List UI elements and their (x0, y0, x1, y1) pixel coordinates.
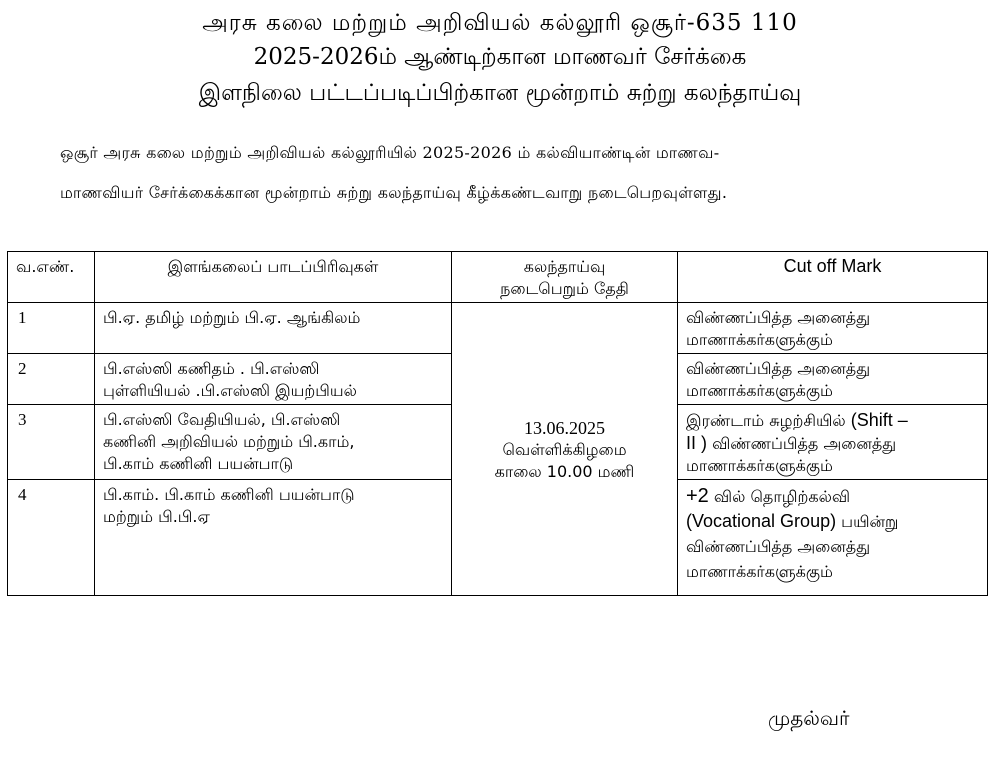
row-1-cutoff-line-1: விண்ணப்பித்த அனைத்து (686, 308, 871, 327)
college-title: அரசு கலை மற்றும் அறிவியல் கல்லூரி ஒசூர்-635 110 (202, 10, 798, 36)
counselling-schedule-table (7, 251, 988, 596)
row-2-course (95, 354, 452, 405)
row-2-cutoff-line-1: விண்ணப்பித்த அனைத்து (686, 359, 871, 378)
row-2-cutoff-line-2: மாணாக்கர்களுக்கும் (686, 381, 833, 400)
row-3-cutoff-shift-num: II ) (686, 433, 707, 453)
intro-line-2: மாணவியர் சேர்க்கைக்கான மூன்றாம் சுற்று கலந்தாய்வு கீழ்க்கண்டவாறு நடைபெறவுள்ளது. (60, 183, 728, 202)
row-3-cutoff (678, 405, 988, 480)
row-4-cutoff-text-b: வில் தொழிற்கல்வி (708, 487, 851, 506)
row-4-cutoff-line-4: மாணாக்கர்களுக்கும் (686, 562, 833, 581)
row-4-course-line-1: பி.காம். பி.காம் கணினி பயன்பாடு (103, 485, 355, 504)
row-1-sl: 1 (8, 303, 95, 354)
row-3-sl: 3 (8, 405, 95, 480)
row-4-sl: 4 (8, 480, 95, 596)
row-1-cutoff (678, 303, 988, 354)
row-3-cutoff-line-3: மாணாக்கர்களுக்கும் (686, 456, 833, 475)
row-4-cutoff-vocational: (Vocational Group) (686, 511, 837, 531)
date-day: வெள்ளிக்கிழமை (502, 440, 627, 459)
header-cutoff-label: Cut off Mark (783, 256, 882, 276)
row-2-sl: 2 (8, 354, 95, 405)
row-3-cutoff-line-2 (686, 432, 979, 455)
row-3-course-line-2: கணினி அறிவியல் மற்றும் பி.காம், (103, 432, 355, 451)
row-3-cutoff-text-d: விண்ணப்பித்த அனைத்து (707, 434, 897, 453)
row-4-course-line-2: மற்றும் பி.பி.ஏ (103, 507, 210, 526)
row-3-cutoff-line-1 (686, 409, 979, 432)
row-4-cutoff-line-3: விண்ணப்பித்த அனைத்து (686, 537, 871, 556)
principal-signature-label: முதல்வர் (768, 706, 850, 730)
date-time: காலை 10.00 மணி (494, 462, 635, 481)
row-4-course (95, 480, 452, 596)
header-date-line-2: நடைபெறும் தேதி (500, 279, 629, 298)
row-1-course-line: பி.ஏ. தமிழ் மற்றும் பி.ஏ. ஆங்கிலம் (103, 308, 361, 327)
table-header-row (8, 252, 988, 303)
row-3-course (95, 405, 452, 480)
row-4-cutoff-plus2: +2 (686, 485, 709, 507)
header-cutoff (678, 252, 988, 303)
row-2-course-line-2: புள்ளியியல் .பி.எஸ்ஸி இயற்பியல் (103, 381, 357, 400)
counselling-date (452, 303, 678, 596)
row-4-cutoff-line-1 (686, 484, 979, 509)
row-2-cutoff (678, 354, 988, 405)
row-1-course (95, 303, 452, 354)
table-row (8, 303, 988, 354)
row-4-cutoff (678, 480, 988, 596)
header-date (452, 252, 678, 303)
header-course: இளங்கலைப் பாடப்பிரிவுகள் (95, 252, 452, 303)
header-sl-no: வ.எண். (8, 252, 95, 303)
header-date-line-1: கலந்தாய்வு (523, 257, 606, 276)
row-1-cutoff-line-2: மாணாக்கர்களுக்கும் (686, 330, 833, 349)
counselling-title: இளநிலை பட்டப்படிப்பிற்கான மூன்றாம் சுற்று கலந்தாய்வு (198, 80, 802, 106)
admission-year-title: 2025-2026ம் ஆண்டிற்கான மாணவர் சேர்க்கை (253, 44, 747, 70)
row-3-course-line-3: பி.காம் கணினி பயன்பாடு (103, 454, 294, 473)
row-4-cutoff-line-2 (686, 509, 979, 534)
row-3-cutoff-shift: (Shift – (850, 410, 908, 430)
row-3-course-line-1: பி.எஸ்ஸி வேதியியல், பி.எஸ்ஸி (103, 410, 341, 429)
date-value: 13.06.2025 (524, 418, 605, 438)
row-2-course-line-1: பி.எஸ்ஸி கணிதம் . பி.எஸ்ஸி (103, 359, 320, 378)
row-4-cutoff-text-d: பயின்று (836, 512, 899, 531)
intro-line-1: ஒசூர் அரசு கலை மற்றும் அறிவியல் கல்லூரியில் 2025-2026 ம் கல்வியாண்டின் மாணவ- (60, 143, 720, 162)
row-3-cutoff-text-a: இரண்டாம் சுழற்சியில் (686, 411, 851, 430)
